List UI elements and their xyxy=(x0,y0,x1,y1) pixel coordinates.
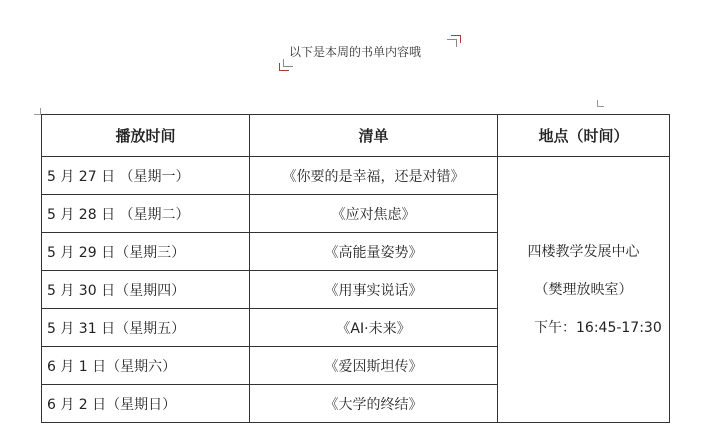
header-location-time: 地点（时间） xyxy=(498,115,670,157)
location-time: 下午：16:45-17:30 xyxy=(534,319,662,336)
schedule-table xyxy=(41,114,670,423)
heading-frame xyxy=(277,33,463,73)
date-cell: 6 月 2 日（星期日） xyxy=(42,385,250,423)
table-row xyxy=(42,157,670,195)
book-cell: 《用事实说话》 xyxy=(250,271,498,309)
page-heading: 以下是本周的书单内容哦 xyxy=(289,45,422,59)
date-cell: 5 月 31 日（星期五） xyxy=(42,309,250,347)
location-building: 四楼教学发展中心 xyxy=(527,243,640,260)
date-cell: 5 月 28 日 （星期二） xyxy=(42,195,250,233)
book-cell: 《大学的终结》 xyxy=(250,385,498,423)
corner-decoration xyxy=(447,39,457,47)
date-cell: 5 月 27 日 （星期一） xyxy=(42,157,250,195)
header-row xyxy=(42,115,670,157)
book-cell: 《你要的是幸福，还是对错》 xyxy=(250,157,498,195)
date-cell: 5 月 29 日（星期三） xyxy=(42,233,250,271)
margin-mark xyxy=(34,108,41,115)
location-cell xyxy=(498,157,670,423)
corner-decoration xyxy=(283,59,293,67)
date-cell: 6 月 1 日（星期六） xyxy=(42,347,250,385)
header-broadcast-time: 播放时间 xyxy=(42,115,250,157)
book-cell: 《高能量姿势》 xyxy=(250,233,498,271)
location-room: （樊理放映室） xyxy=(534,281,633,298)
book-cell: 《应对焦虑》 xyxy=(250,195,498,233)
header-list: 清单 xyxy=(250,115,498,157)
margin-mark xyxy=(597,100,604,107)
book-cell: 《AI·未来》 xyxy=(250,309,498,347)
date-cell: 5 月 30 日（星期四） xyxy=(42,271,250,309)
book-cell: 《爱因斯坦传》 xyxy=(250,347,498,385)
